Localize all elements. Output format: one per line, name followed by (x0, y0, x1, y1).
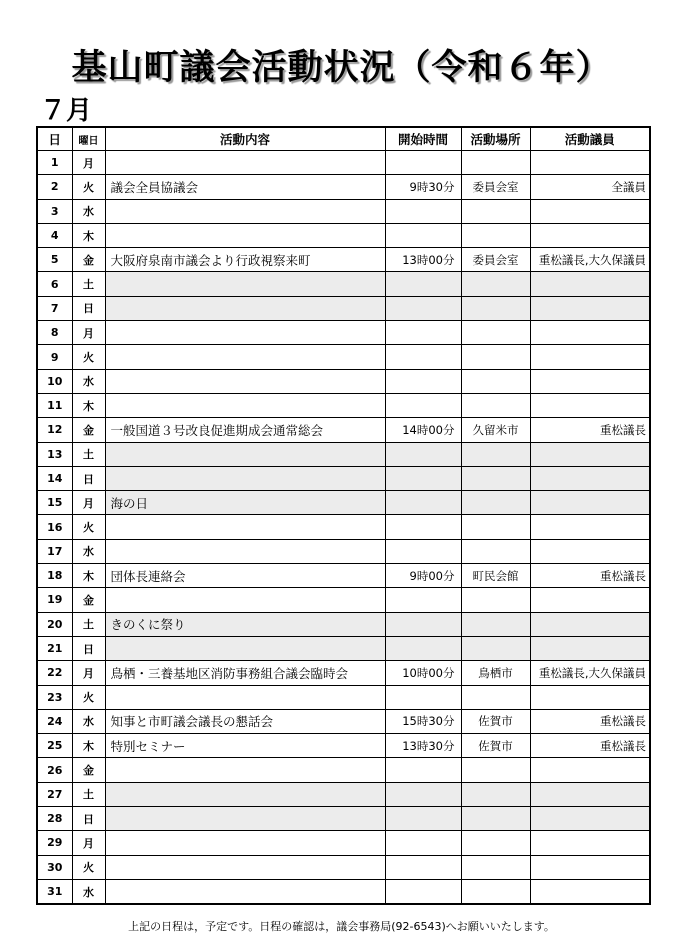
table-cell-members (530, 369, 650, 393)
header-day: 日 (37, 127, 72, 151)
table-cell-place: 委員会室 (461, 175, 530, 199)
table-row (37, 539, 650, 563)
table-cell-members (530, 831, 650, 855)
table-row (37, 564, 650, 588)
table-cell-day: 12 (37, 418, 72, 442)
table-cell-activity: きのくに祭り (105, 612, 385, 636)
table-cell-weekday: 火 (72, 685, 105, 709)
table-cell-day: 18 (37, 564, 72, 588)
table-cell-day: 4 (37, 223, 72, 247)
table-cell-weekday: 金 (72, 758, 105, 782)
table-cell-place (461, 685, 530, 709)
table-cell-time (385, 612, 461, 636)
table-row (37, 709, 650, 733)
table-cell-members (530, 321, 650, 345)
table-cell-day: 31 (37, 879, 72, 904)
header-start-time: 開始時間 (385, 127, 461, 151)
table-cell-weekday: 木 (72, 223, 105, 247)
table-cell-weekday: 火 (72, 175, 105, 199)
table-cell-day: 23 (37, 685, 72, 709)
table-cell-time (385, 685, 461, 709)
table-cell-weekday: 土 (72, 272, 105, 296)
table-cell-members (530, 223, 650, 247)
table-row (37, 758, 650, 782)
table-cell-members: 重松議長,大久保議員 (530, 248, 650, 272)
table-cell-weekday: 火 (72, 345, 105, 369)
table-cell-activity (105, 855, 385, 879)
table-cell-members (530, 539, 650, 563)
table-row (37, 734, 650, 758)
table-cell-members (530, 491, 650, 515)
table-cell-place (461, 151, 530, 175)
table-cell-day: 7 (37, 296, 72, 320)
table-cell-time (385, 369, 461, 393)
table-cell-place (461, 588, 530, 612)
table-cell-weekday: 土 (72, 782, 105, 806)
table-cell-day: 19 (37, 588, 72, 612)
table-header-row (37, 127, 650, 151)
table-cell-time: 10時00分 (385, 661, 461, 685)
table-cell-activity (105, 442, 385, 466)
table-cell-time (385, 393, 461, 417)
table-cell-activity (105, 151, 385, 175)
table-cell-day: 10 (37, 369, 72, 393)
table-row (37, 418, 650, 442)
table-cell-activity (105, 879, 385, 904)
table-cell-place (461, 321, 530, 345)
table-cell-members (530, 758, 650, 782)
table-cell-day: 14 (37, 466, 72, 490)
table-cell-time: 13時00分 (385, 248, 461, 272)
table-cell-time: 9時30分 (385, 175, 461, 199)
table-cell-place (461, 223, 530, 247)
table-cell-members: 全議員 (530, 175, 650, 199)
table-cell-day: 22 (37, 661, 72, 685)
table-cell-place (461, 199, 530, 223)
table-cell-activity (105, 807, 385, 831)
table-cell-activity (105, 321, 385, 345)
table-row (37, 491, 650, 515)
table-cell-members: 重松議長,大久保議員 (530, 661, 650, 685)
table-cell-time (385, 539, 461, 563)
table-cell-activity (105, 782, 385, 806)
table-cell-day: 27 (37, 782, 72, 806)
table-cell-weekday: 土 (72, 612, 105, 636)
table-cell-weekday: 金 (72, 418, 105, 442)
table-row (37, 223, 650, 247)
table-cell-time: 14時00分 (385, 418, 461, 442)
table-cell-place: 町民会館 (461, 564, 530, 588)
table-cell-weekday: 日 (72, 807, 105, 831)
table-cell-members (530, 782, 650, 806)
table-row (37, 151, 650, 175)
table-cell-members (530, 685, 650, 709)
table-cell-day: 28 (37, 807, 72, 831)
table-cell-place (461, 831, 530, 855)
table-cell-day: 15 (37, 491, 72, 515)
header-members: 活動議員 (530, 127, 650, 151)
table-cell-day: 3 (37, 199, 72, 223)
table-row (37, 855, 650, 879)
table-cell-members (530, 636, 650, 660)
table-cell-place (461, 636, 530, 660)
table-cell-activity (105, 515, 385, 539)
table-cell-activity (105, 369, 385, 393)
table-cell-day: 29 (37, 831, 72, 855)
table-cell-members: 重松議長 (530, 734, 650, 758)
table-cell-time (385, 296, 461, 320)
table-cell-place (461, 855, 530, 879)
table-cell-members: 重松議長 (530, 564, 650, 588)
table-row (37, 321, 650, 345)
table-cell-weekday: 月 (72, 321, 105, 345)
table-cell-place (461, 442, 530, 466)
table-cell-day: 13 (37, 442, 72, 466)
table-cell-members (530, 466, 650, 490)
table-cell-members (530, 393, 650, 417)
table-cell-time (385, 782, 461, 806)
table-row (37, 296, 650, 320)
table-row (37, 248, 650, 272)
table-row (37, 369, 650, 393)
table-cell-day: 2 (37, 175, 72, 199)
table-cell-time (385, 345, 461, 369)
table-cell-members (530, 345, 650, 369)
table-cell-time (385, 636, 461, 660)
table-cell-place: 佐賀市 (461, 734, 530, 758)
table-cell-activity: 団体長連絡会 (105, 564, 385, 588)
table-cell-place (461, 466, 530, 490)
table-row (37, 588, 650, 612)
table-cell-activity (105, 685, 385, 709)
table-cell-members (530, 515, 650, 539)
table-cell-activity: 特別セミナー (105, 734, 385, 758)
table-cell-time (385, 151, 461, 175)
table-cell-place (461, 272, 530, 296)
table-cell-day: 20 (37, 612, 72, 636)
table-cell-members (530, 588, 650, 612)
table-cell-weekday: 火 (72, 515, 105, 539)
table-row (37, 661, 650, 685)
table-row (37, 442, 650, 466)
table-cell-time: 13時30分 (385, 734, 461, 758)
table-cell-activity (105, 831, 385, 855)
table-cell-members (530, 442, 650, 466)
table-cell-weekday: 土 (72, 442, 105, 466)
table-cell-activity (105, 272, 385, 296)
table-cell-day: 5 (37, 248, 72, 272)
table-cell-activity: 一般国道３号改良促進期成会通常総会 (105, 418, 385, 442)
table-cell-weekday: 日 (72, 296, 105, 320)
table-cell-weekday: 水 (72, 199, 105, 223)
activity-table (36, 126, 651, 905)
table-cell-place (461, 515, 530, 539)
table-cell-day: 25 (37, 734, 72, 758)
table-cell-members (530, 855, 650, 879)
table-cell-time (385, 515, 461, 539)
table-cell-members (530, 199, 650, 223)
table-cell-time (385, 466, 461, 490)
table-cell-time (385, 855, 461, 879)
table-cell-activity: 議会全員協議会 (105, 175, 385, 199)
table-cell-members (530, 151, 650, 175)
table-cell-weekday: 木 (72, 564, 105, 588)
table-cell-day: 26 (37, 758, 72, 782)
table-cell-time (385, 442, 461, 466)
table-cell-time (385, 321, 461, 345)
table-cell-day: 11 (37, 393, 72, 417)
month-heading: ７月 (40, 96, 93, 126)
table-cell-day: 9 (37, 345, 72, 369)
table-row (37, 636, 650, 660)
table-cell-members (530, 296, 650, 320)
table-cell-activity (105, 199, 385, 223)
table-cell-place (461, 393, 530, 417)
table-cell-weekday: 金 (72, 248, 105, 272)
table-cell-time: 9時00分 (385, 564, 461, 588)
table-cell-time (385, 272, 461, 296)
table-cell-place: 久留米市 (461, 418, 530, 442)
table-cell-activity: 知事と市町議会議長の懇話会 (105, 709, 385, 733)
table-cell-time (385, 879, 461, 904)
table-cell-members: 重松議長 (530, 418, 650, 442)
table-row (37, 393, 650, 417)
table-cell-weekday: 水 (72, 879, 105, 904)
table-cell-activity: 海の日 (105, 491, 385, 515)
table-cell-time (385, 588, 461, 612)
table-cell-day: 21 (37, 636, 72, 660)
table-row (37, 515, 650, 539)
table-cell-time (385, 491, 461, 515)
table-cell-weekday: 金 (72, 588, 105, 612)
table-row (37, 807, 650, 831)
table-cell-place (461, 539, 530, 563)
table-cell-time (385, 807, 461, 831)
table-cell-time (385, 758, 461, 782)
table-cell-weekday: 木 (72, 734, 105, 758)
table-row (37, 272, 650, 296)
table-cell-weekday: 木 (72, 393, 105, 417)
table-cell-members (530, 272, 650, 296)
header-weekday: 曜日 (72, 127, 105, 151)
table-row (37, 345, 650, 369)
table-row (37, 175, 650, 199)
table-cell-weekday: 水 (72, 539, 105, 563)
table-cell-day: 24 (37, 709, 72, 733)
table-cell-weekday: 水 (72, 709, 105, 733)
table-cell-activity (105, 539, 385, 563)
table-cell-place (461, 782, 530, 806)
table-cell-activity (105, 588, 385, 612)
table-cell-activity: 鳥栖・三養基地区消防事務組合議会臨時会 (105, 661, 385, 685)
table-cell-time (385, 223, 461, 247)
table-cell-weekday: 月 (72, 661, 105, 685)
table-cell-activity (105, 223, 385, 247)
table-row (37, 466, 650, 490)
table-cell-place (461, 807, 530, 831)
table-cell-weekday: 火 (72, 855, 105, 879)
table-cell-weekday: 月 (72, 151, 105, 175)
table-cell-activity: 大阪府泉南市議会より行政視察来町 (105, 248, 385, 272)
table-cell-weekday: 月 (72, 491, 105, 515)
table-cell-members: 重松議長 (530, 709, 650, 733)
table-cell-place (461, 879, 530, 904)
table-row (37, 879, 650, 904)
table-cell-place (461, 491, 530, 515)
table-cell-place: 委員会室 (461, 248, 530, 272)
table-cell-activity (105, 466, 385, 490)
table-row (37, 831, 650, 855)
table-cell-members (530, 612, 650, 636)
table-cell-day: 8 (37, 321, 72, 345)
table-cell-place: 佐賀市 (461, 709, 530, 733)
table-cell-day: 6 (37, 272, 72, 296)
table-cell-day: 1 (37, 151, 72, 175)
table-cell-activity (105, 758, 385, 782)
table-cell-place (461, 296, 530, 320)
table-cell-place (461, 612, 530, 636)
table-cell-time (385, 831, 461, 855)
table-cell-members (530, 879, 650, 904)
table-cell-activity (105, 296, 385, 320)
page-title: 基山町議会活動状況（令和６年） (71, 48, 612, 88)
table-cell-weekday: 日 (72, 636, 105, 660)
table-cell-activity (105, 636, 385, 660)
table-cell-time (385, 199, 461, 223)
header-activity: 活動内容 (105, 127, 385, 151)
table-cell-activity (105, 393, 385, 417)
table-row (37, 612, 650, 636)
table-cell-place (461, 369, 530, 393)
table-cell-weekday: 水 (72, 369, 105, 393)
footer-note: 上記の日程は，予定です。日程の確認は，議会事務局(92-6543)へお願いいたします。 (128, 920, 555, 933)
table-cell-place (461, 758, 530, 782)
table-cell-day: 17 (37, 539, 72, 563)
table-cell-place (461, 345, 530, 369)
table-row (37, 782, 650, 806)
table-cell-members (530, 807, 650, 831)
table-cell-place: 鳥栖市 (461, 661, 530, 685)
table-row (37, 199, 650, 223)
table-row (37, 685, 650, 709)
table-cell-activity (105, 345, 385, 369)
table-cell-time: 15時30分 (385, 709, 461, 733)
table-cell-weekday: 月 (72, 831, 105, 855)
header-place: 活動場所 (461, 127, 530, 151)
table-cell-weekday: 日 (72, 466, 105, 490)
table-cell-day: 30 (37, 855, 72, 879)
table-cell-day: 16 (37, 515, 72, 539)
